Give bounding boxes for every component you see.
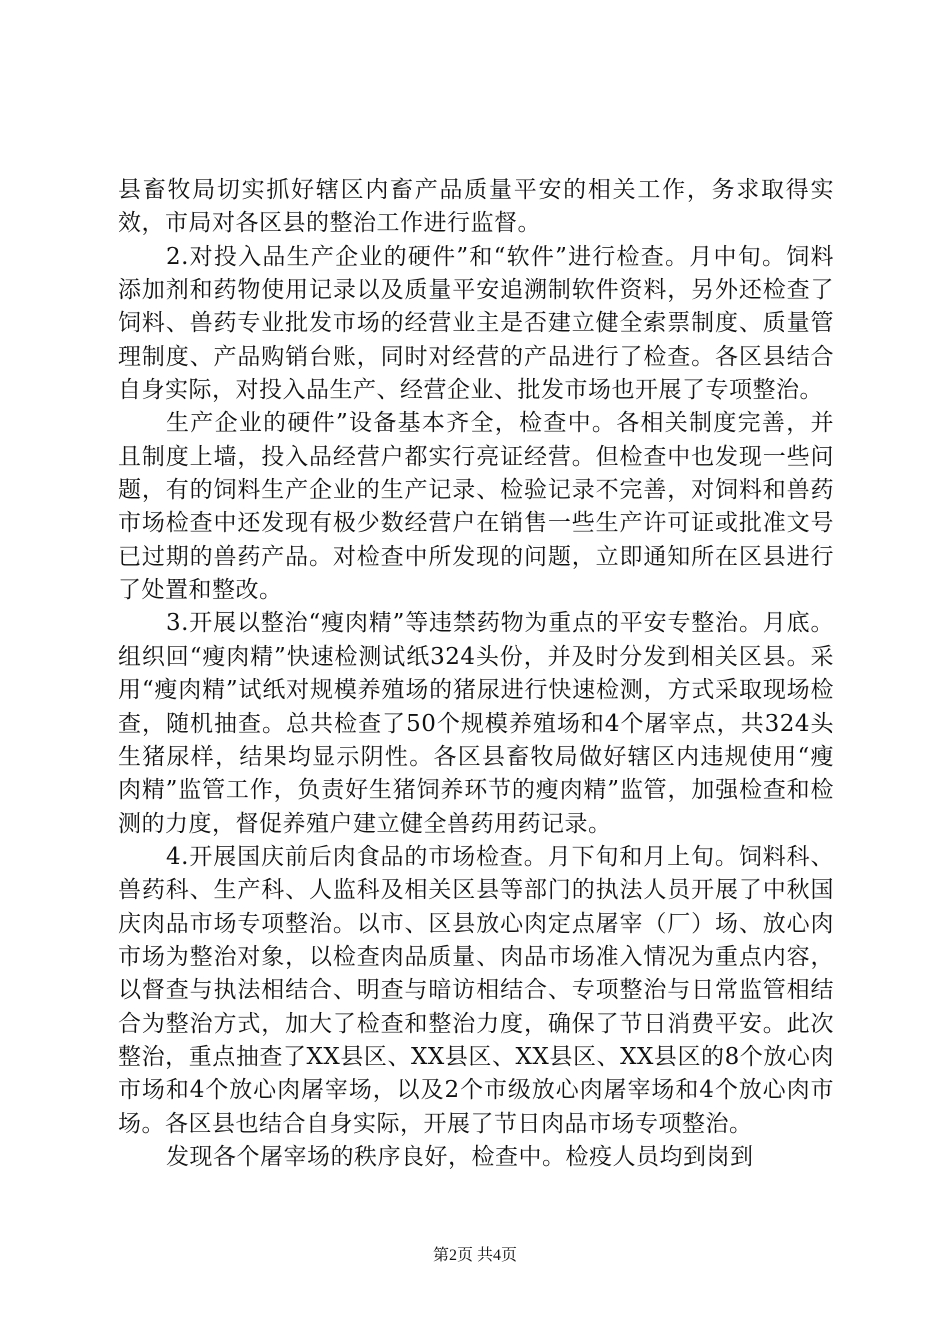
paragraph-findings-inputs: 生产企业的硬件”设备基本齐全，检查中。各相关制度完善，并且制度上墙，投入品经营户都实行亮证经营。但检查中也发现一些问题，有的饲料生产企业的生产记录、检验记录不完善，对饲料和兽药市场检查中还发现有极少数经营户在销售一些生产许可证或批准文号已过期的兽药产品。对检查中所发现的问题，立即通知所在区县进行了处置和整改。 [118,410,834,604]
paragraph-findings-slaughter: 发现各个屠宰场的秩序良好，检查中。检疫人员均到岗到 [166,1143,754,1170]
page-number-footer: 第2页 共4页 [432,1247,517,1264]
paragraph-item-2: 2.对投入品生产企业的硬件”和“软件”进行检查。月中旬。饲料添加剂和药物使用记录以及质量平安追溯制软件资料，另外还检查了饲料、兽药专业批发市场的经营业主是否建立健全索票制度、质量管理制度、产品购销台账，同时对经营的产品进行了检查。各区县结合自身实际，对投入品生产、经营企业、批发市场也开展了专项整治。 [118,243,834,404]
paragraph-item-4: 4.开展国庆前后肉食品的市场检查。月下旬和月上旬。饲料科、兽药科、生产科、人监科及相关区县等部门的执法人员开展了中秋国庆肉品市场专项整治。以市、区县放心肉定点屠宰（厂）场、放心肉市场为整治对象，以检查肉品质量、肉品市场准入情况为重点内容，以督查与执法相结合、明查与暗访相结合、专项整治与日常监管相结合为整治方式，加大了检查和整治力度，确保了节日消费平安。此次整治，重点抽查了XX县区、XX县区、XX县区、XX县区的8个放心肉市场和4个放心肉屠宰场，以及2个市级放心肉屠宰场和4个放心肉市场。各区县也结合自身实际，开展了节日肉品市场专项整治。 [118,843,834,1137]
paragraph-item-3: 3.开展以整治“瘦肉精”等违禁药物为重点的平安专整治。月底。组织回“瘦肉精”快速检测试纸324头份，并及时分发到相关区县。采用“瘦肉精”试纸对规模养殖场的猪尿进行快速检测，方式采取现场检查，随机抽查。总共检查了50个规模养殖场和4个屠宰点，共324头生猪尿样，结果均显示阴性。各区县畜牧局做好辖区内违规使用“瘦肉精”监管工作，负责好生猪饲养环节的瘦肉精”监管，加强检查和检测的力度，督促养殖户建立健全兽药用药记录。 [118,610,834,837]
paragraph-continuation: 县畜牧局切实抓好辖区内畜产品质量平安的相关工作，务求取得实效，市局对各区县的整治工作进行监督。 [118,177,834,237]
document-body [118,174,834,1174]
